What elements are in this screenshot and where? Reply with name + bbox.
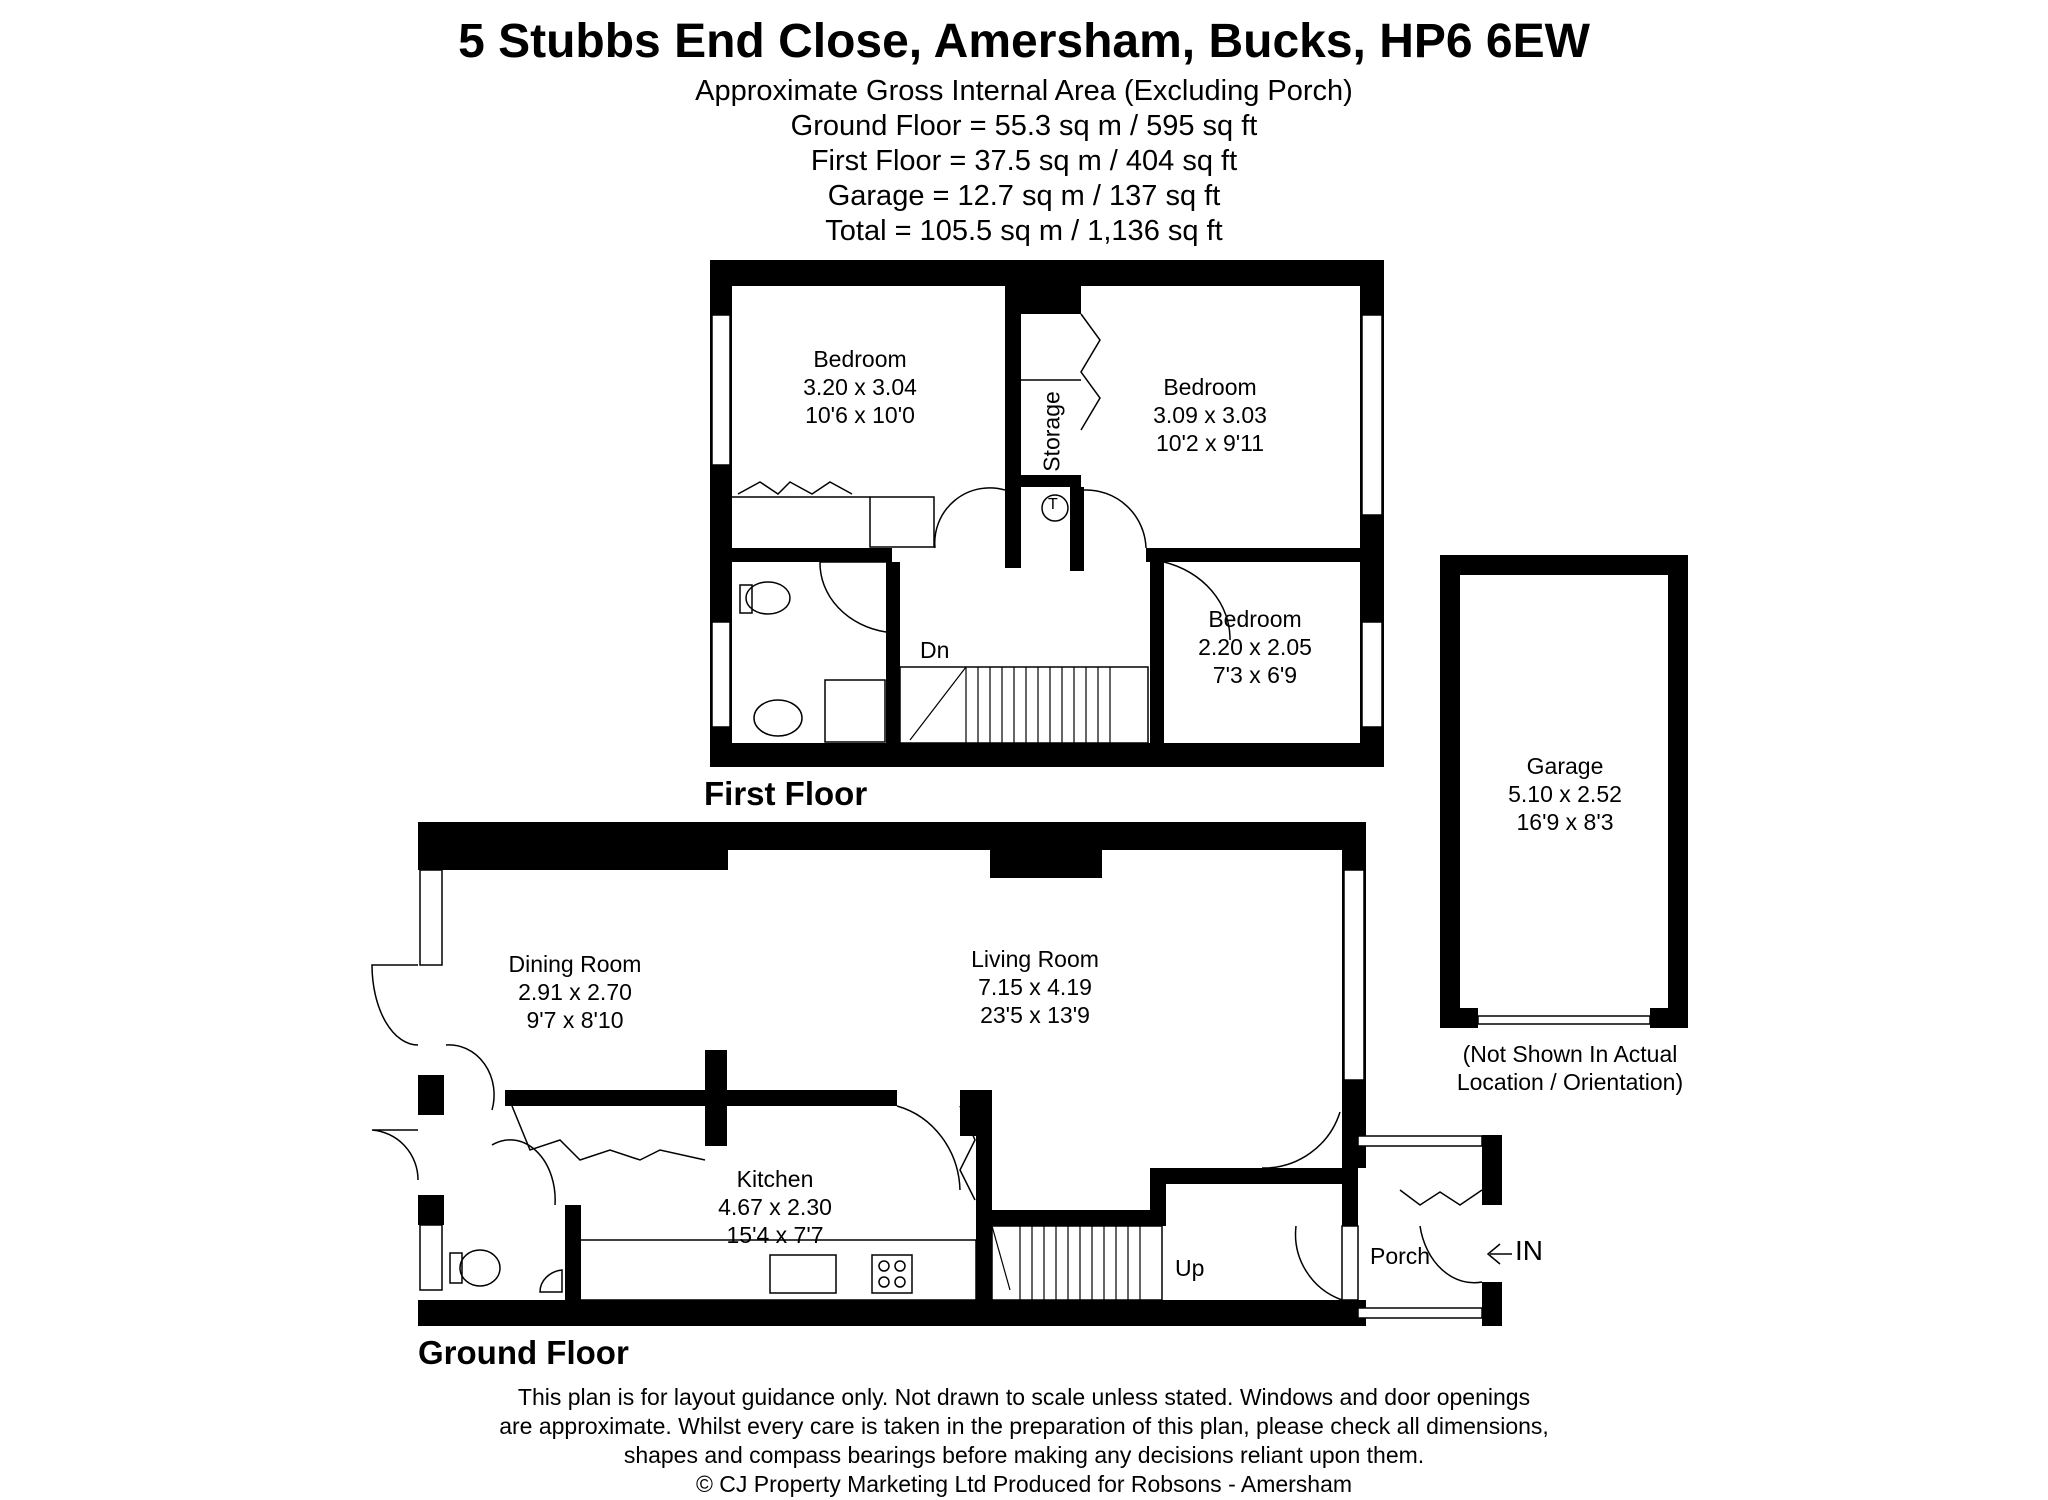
room-metric: 5.10 x 2.52 — [1508, 781, 1622, 807]
room-name: Bedroom — [813, 346, 907, 372]
disclaimer-line: This plan is for layout guidance only. Not drawn to scale unless stated. Windows and door openings — [517, 1384, 1531, 1410]
room-metric: 2.20 x 2.05 — [1198, 634, 1312, 660]
room-name: Living Room — [971, 946, 1099, 972]
room-metric: 4.67 x 2.30 — [718, 1194, 832, 1220]
disclaimer — [0, 1383, 2048, 1499]
garage-door — [1478, 1016, 1650, 1024]
first-floor-bedroom-main-label — [1130, 373, 1290, 457]
first-floor-label: First Floor — [704, 775, 868, 812]
room-imperial: 16'9 x 8'3 — [1516, 809, 1614, 835]
room-metric: 2.91 x 2.70 — [518, 979, 632, 1005]
tank-label: T — [1048, 496, 1058, 513]
area-heading: Approximate Gross Internal Area (Excluding Porch) — [695, 75, 1353, 107]
room-imperial: 10'6 x 10'0 — [805, 402, 915, 428]
room-name: Garage — [1526, 753, 1604, 779]
room-metric: 7.15 x 4.19 — [978, 974, 1092, 1000]
room-imperial: 15'4 x 7'7 — [726, 1222, 824, 1248]
dining-room-label — [490, 950, 660, 1034]
stairs-up-label: Up — [1175, 1255, 1205, 1281]
room-name: Bedroom — [1208, 606, 1302, 632]
ground-floor-label: Ground Floor — [418, 1334, 629, 1371]
room-imperial: 7'3 x 6'9 — [1212, 662, 1298, 688]
area-first-floor: First Floor = 37.5 sq m / 404 sq ft — [810, 145, 1238, 177]
room-metric: 3.09 x 3.03 — [1153, 402, 1267, 428]
garage-label — [1490, 752, 1640, 836]
living-room-label — [950, 945, 1120, 1029]
garage-note-line: (Not Shown In Actual — [1462, 1041, 1678, 1067]
room-name: Bedroom — [1163, 374, 1257, 400]
first-floor-bedroom-small-label — [1180, 605, 1330, 689]
first-floor-bedroom-front-label — [780, 345, 940, 429]
porch-label: Porch — [1370, 1243, 1431, 1269]
storage-label: Storage — [1038, 391, 1065, 472]
room-imperial: 9'7 x 8'10 — [526, 1007, 624, 1033]
room-imperial: 10'2 x 9'11 — [1155, 430, 1265, 456]
room-metric: 3.20 x 3.04 — [803, 374, 917, 400]
room-name: Kitchen — [736, 1166, 814, 1192]
stairs-down-label: Dn — [920, 637, 950, 663]
first-floor-walls — [710, 260, 1384, 767]
area-ground-floor: Ground Floor = 55.3 sq m / 595 sq ft — [790, 110, 1258, 142]
garage-note-line: Location / Orientation) — [1456, 1069, 1684, 1095]
kitchen-label — [700, 1165, 850, 1249]
room-imperial: 23'5 x 13'9 — [980, 1002, 1090, 1028]
garage-note — [1440, 1040, 1700, 1096]
room-name: Dining Room — [508, 951, 642, 977]
disclaimer-line: are approximate. Whilst every care is taken in the preparation of this plan, please check all dimensions, — [499, 1413, 1549, 1439]
entrance-arrow-icon — [1488, 1244, 1512, 1264]
area-garage: Garage = 12.7 sq m / 137 sq ft — [827, 180, 1221, 212]
copyright-line: © CJ Property Marketing Ltd Produced for Robsons - Amersham — [695, 1471, 1353, 1497]
property-address-title: 5 Stubbs End Close, Amersham, Bucks, HP6 6EW — [458, 15, 1590, 68]
entrance-label: IN — [1515, 1235, 1543, 1266]
disclaimer-line: shapes and compass bearings before making any decisions reliant upon them. — [623, 1442, 1425, 1468]
area-total: Total = 105.5 sq m / 1,136 sq ft — [825, 215, 1223, 247]
